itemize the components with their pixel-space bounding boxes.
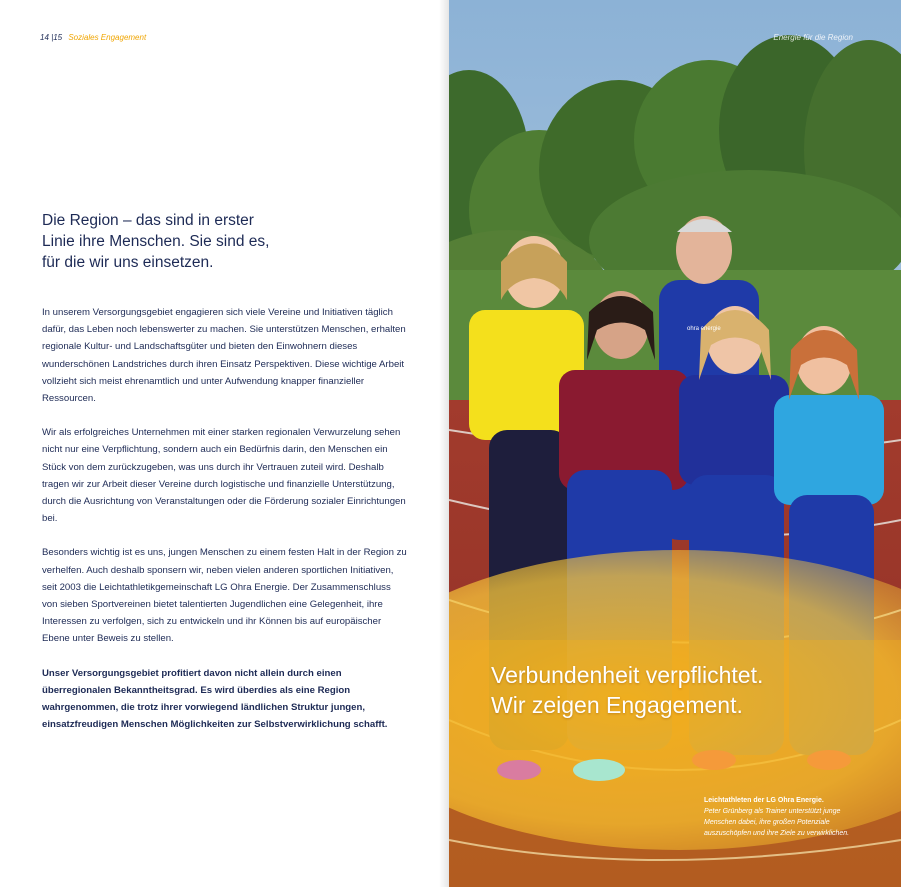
body-text [42,304,407,750]
photo-headline [491,660,763,720]
body-paragraph: In unserem Versorgungsgebiet engagieren sich viele Vereine und Initiativen täglich dafür, das Leben noch lebenswerter zu machen. Sie unterstützen Menschen, erhalten regionale Kultur- und Landschaftsgüter und bieten den Einwohnern dieses wunderschönen Landstriches durch ihren Einsatz Perspektiven. Diese wichtige Arbeit vollzieht sich meist ehrenamtlich und unter Aufwendung knapper finanzieller Ressourcen. [42,307,406,405]
jersey-print: ohra energie [687,326,721,332]
body-paragraph: Wir als erfolgreiches Unternehmen mit einer starken regionalen Verwurzelung sehen nicht nur eine Verpflichtung, sondern auch ein Bedürfnis darin, den Menschen ein Stück von dem zurückzugeben, was uns durch ihr Vertrauen zuteil wird. Deshalb tragen wir zur Arbeit dieser Vereine durch logistische und finanzielle Unterstützung, durch die Ausrichtung von Veranstaltungen oder die Förderung sozialer Einrichtungen bei. [42,427,406,525]
closing-statement: Unser Versorgungsgebiet profitiert davon nicht allein durch einen überregionalen Bekanntheitsgrad. Es wird überdies als eine Region wahrgenommen, die trotz ihrer vorwiegend ländlichen Struktur jungen, einsatzfreudigen Menschen Möglichkeiten zur Selbstverwirklichung schafft. [42,667,388,731]
page-spine-shadow [439,0,449,887]
page-folio [40,33,146,42]
right-page [449,0,901,887]
lead-line: für die wir uns einsetzen. [42,254,214,271]
lead-line: Linie ihre Menschen. Sie sind es, [42,233,270,250]
section-title: Soziales Engagement [68,33,147,42]
caption-title: Leichtathleten der LG Ohra Energie. [704,797,824,804]
left-page [0,0,447,887]
caption-text: Peter Grünberg als Trainer unterstützt junge Menschen dabei, ihre großen Potenziale auszuschöpfen und ihre Ziele zu verwirklichen. [704,808,850,837]
section-label: Energie für die Region [773,33,853,42]
photo-caption [704,795,864,839]
body-paragraph: Besonders wichtig ist es uns, jungen Menschen zu einem festen Halt in der Region zu verhelfen. Auch deshalb sponsern wir, neben vielen anderen sportlichen Initiativen, seit 2003 die Leichtathletikgemeinschaft LG Ohra Energie. Der Zusammenschluss von sieben Sportvereinen bietet talentierten Jugendlichen eine Gelegenheit, ihre Interessen zu verfolgen, sich zu entwickeln und ihr Können bis auf europäischer Ebene unter Beweis zu stellen. [42,547,407,645]
lead-line: Die Region – das sind in erster [42,212,254,229]
page-numbers: 14 |15 [40,33,63,42]
headline-line: Verbundenheit verpflichtet. [491,662,764,688]
lead-statement [42,210,342,273]
team-photo [449,0,901,887]
headline-line: Wir zeigen Engagement. [491,692,743,718]
